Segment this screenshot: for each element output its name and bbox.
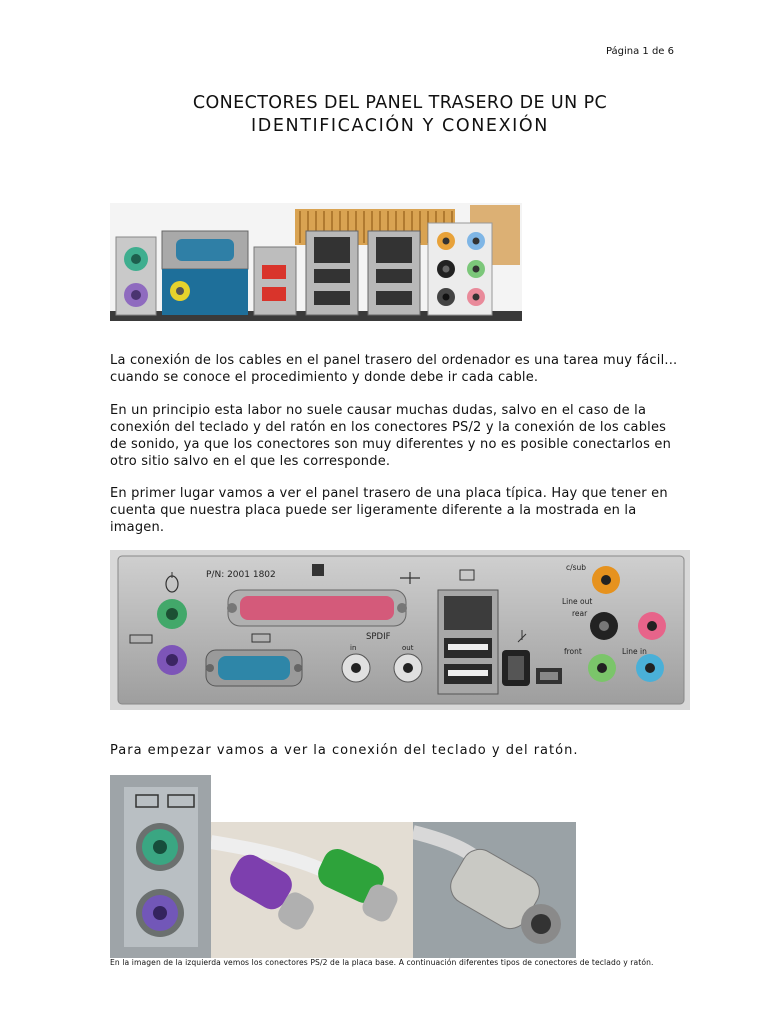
line-in-label: Line in bbox=[622, 647, 647, 656]
motherboard-io-photo bbox=[110, 203, 522, 321]
figure-caption: En la imagen de la izquierda vemos los conectores PS/2 de la placa base. A continuación diferentes tipos de conectores de teclado y ratón. bbox=[110, 958, 654, 967]
part-number-label: P/N: 2001 1802 bbox=[206, 570, 276, 580]
paragraph-4: Para empezar vamos a ver la conexión del teclado y del ratón. bbox=[110, 743, 579, 758]
ps2-cables-photo bbox=[211, 822, 413, 958]
paragraph-3: En primer lugar vamos a ver el panel trasero de una placa típica. Hay que tener en cuenta que nuestra placa puede ser ligeramente diferente a la mostrada en la imagen. bbox=[110, 486, 668, 535]
line-out-label: Line out bbox=[562, 597, 593, 606]
page-number: Página 1 de 6 bbox=[605, 46, 674, 57]
paragraph-1: La conexión de los cables en el panel trasero del ordenador es una tarea muy fácil... cuando se conoce el procedimiento y donde debe ir cada cable. bbox=[110, 353, 678, 385]
back-panel-photo bbox=[110, 550, 690, 710]
spdif-in-label: in bbox=[350, 644, 357, 652]
sub-label: c/sub bbox=[566, 563, 587, 572]
rear-label: rear bbox=[572, 609, 588, 618]
title-line-2: IDENTIFICACIÓN Y CONEXIÓN bbox=[251, 116, 549, 136]
title-line-1: CONECTORES DEL PANEL TRASERO DE UN PC bbox=[192, 93, 608, 113]
ps2-plug-photo bbox=[413, 822, 576, 958]
spdif-out-label: out bbox=[402, 644, 414, 652]
spdif-label: SPDIF bbox=[366, 632, 391, 642]
paragraph-2: En un principio esta labor no suele causar muchas dudas, salvo en el caso de la conexión del teclado y del ratón en los conectores PS/2 y la conexión de los cables de sonido, ya que los conectores son muy diferentes y no es posible conectarlos en otro sitio salvo en el que les corresponde. bbox=[110, 403, 672, 469]
front-label: front bbox=[564, 647, 582, 656]
document-title bbox=[110, 92, 690, 138]
printer-icon bbox=[312, 564, 324, 576]
ps2-ports-photo bbox=[110, 775, 211, 958]
